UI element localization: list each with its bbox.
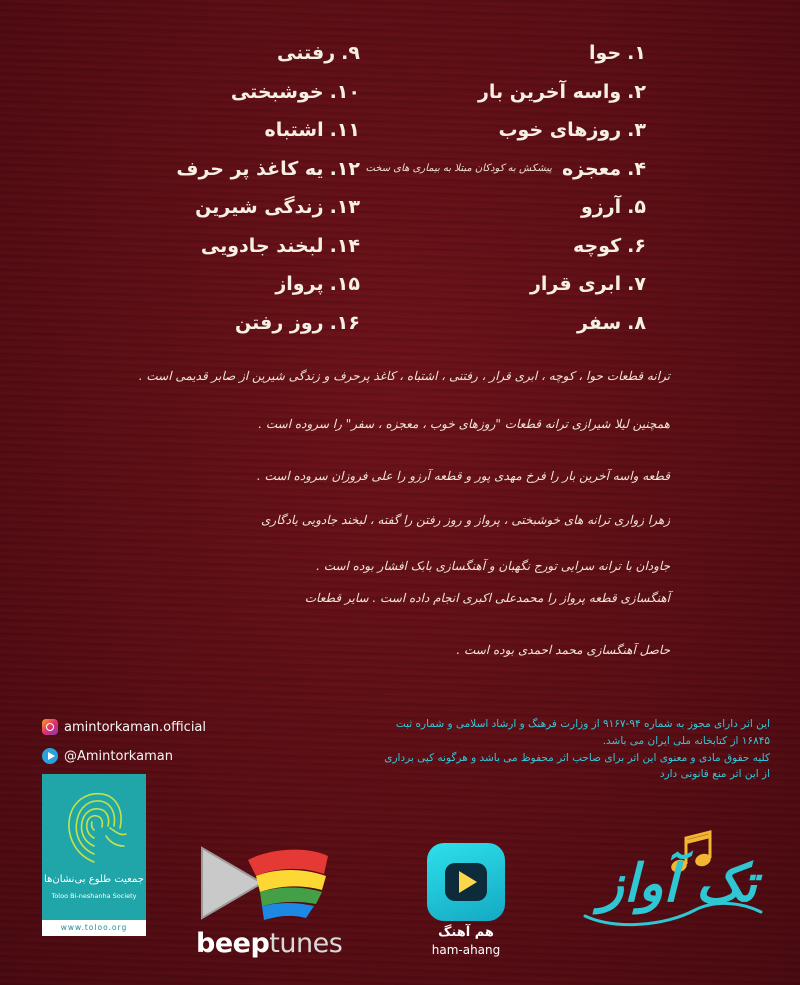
beeptunes-wordmark-light: tunes [269,928,343,959]
toloo-name-fa: جمعیت طلوع بی‌نشان‌ها [44,874,144,885]
license-line: کلیه حقوق مادی و معنوی این اثر برای صاحب اثر محفوظ می باشد و هرگونه کپی برداری [384,751,770,764]
track-number: ۲. [627,80,646,103]
track-number: ۱۶. [329,311,360,334]
credit-line: جاودان با ترانه سرایی تورج نگهبان و آهنگسازی بابک افشار بوده است . [316,559,670,573]
instagram-handle[interactable] [42,719,206,735]
tracklist-left [170,34,360,342]
track-number: ۶. [627,234,646,257]
credit-line: همچنین لیلا شیرازی ترانه قطعات "روزهای خوب ، معجزه ، سفر" را سروده است . [258,417,670,431]
track-item [365,150,646,189]
hamahang-app-icon [427,843,505,921]
track-item [170,227,360,266]
tracklist-right [365,34,646,342]
credit-line: ترانه قطعات حوا ، کوچه ، ابری قرار ، رفتنی ، اشتباه ، کاغذ پرحرف و زندگی شیرین از صابر قدیمی است . [138,369,670,383]
instagram-handle-text: amintorkaman.official [64,719,207,735]
track-title: آرزو [580,196,622,219]
track-title: سفر [576,311,622,334]
license-line: ۱۶۸۴۵ از کتابخانه ملی ایران می باشد. [602,734,770,747]
fingerprint-dove-icon [60,784,128,868]
track-title: یه کاغذ پر حرف [176,157,324,180]
track-item [170,150,360,189]
hamahang-name-fa: هم آهنگ [438,925,494,940]
beeptunes-logo[interactable] [190,840,350,960]
track-item [170,304,360,343]
credit-line: قطعه واسه آخرین بار را فرخ مهدی پور و قطعه آرزو را علی فروزان سروده است . [256,469,670,483]
takavaz-calligraphy: تک آواز [598,854,757,914]
instagram-icon [42,719,58,735]
license-notice [326,716,770,783]
track-dedication-note: پیشکش به کودکان مبتلا به بیماری های سخت [365,163,552,175]
track-item [406,34,646,73]
track-number: ۸. [627,311,646,334]
track-number: ۱۳. [329,196,360,219]
track-number: ۱۵. [329,273,360,296]
track-number: ۵. [627,196,646,219]
track-item [170,265,360,304]
track-title: واسه آخرین بار [477,80,622,103]
track-number: ۹. [341,42,360,65]
track-title: لبخند جادویی [200,234,324,257]
hamahang-name-en: ham-ahang [431,943,501,957]
track-item [406,304,646,343]
track-title: کوچه [572,234,622,257]
track-item [406,73,646,112]
telegram-icon [42,748,58,764]
beeptunes-wordmark [196,928,342,959]
beeptunes-wordmark-bold: beep [196,928,270,959]
track-item [170,73,360,112]
track-number: ۱۰. [329,80,360,103]
track-title: معجزه [561,157,622,180]
toloo-url[interactable]: www.toloo.org [42,920,146,936]
toloo-name-en: Toloo Bi-neshanha Society [51,892,137,900]
hamahang-logo[interactable] [426,843,506,963]
track-title: روزهای خوب [498,119,622,142]
credit-line: حاصل آهنگسازی محمد احمدی بوده است . [456,643,670,657]
beeptunes-play-icon [190,840,350,926]
track-number: ۳. [627,119,646,142]
track-title: اشتباه [264,119,324,142]
track-number: ۷. [627,273,646,296]
track-number: ۱. [627,42,646,65]
track-item [170,34,360,73]
track-number: ۴. [627,157,646,180]
track-number: ۱۴. [329,234,360,257]
takavaz-logo [575,830,775,940]
track-item [406,265,646,304]
track-number: ۱۲. [329,157,360,180]
track-number: ۱۱. [329,119,360,142]
telegram-handle-text: @Amintorkaman [64,748,173,764]
track-title: روز رفتن [235,311,324,334]
track-item [406,188,646,227]
toloo-society-logo [42,774,146,936]
track-title: زندگی شیرین [195,196,324,219]
track-title: رفتنی [277,42,336,65]
license-line: این اثر دارای مجوز به شماره ۹۴-۹۱۶۷ از وزارت فرهنگ و ارشاد اسلامی و شماره ثبت [395,718,770,730]
track-title: خوشبختی [230,80,324,103]
track-title: پرواز [275,273,324,296]
credit-line: زهرا زواری ترانه های خوشبختی ، پرواز و روز رفتن را گفته ، لبخند جادویی یادگاری [261,513,670,527]
track-item [170,188,360,227]
track-item [170,111,360,150]
track-title: حوا [589,42,622,65]
license-line: از این اثر منع قانونی دارد [659,768,770,781]
track-item [406,111,646,150]
credit-line: آهنگسازی قطعه پرواز را محمدعلی اکبری انجام داده است . سایر قطعات [304,591,670,605]
telegram-handle[interactable] [42,748,173,764]
track-item [406,227,646,266]
track-title: ابری قرار [529,273,622,296]
